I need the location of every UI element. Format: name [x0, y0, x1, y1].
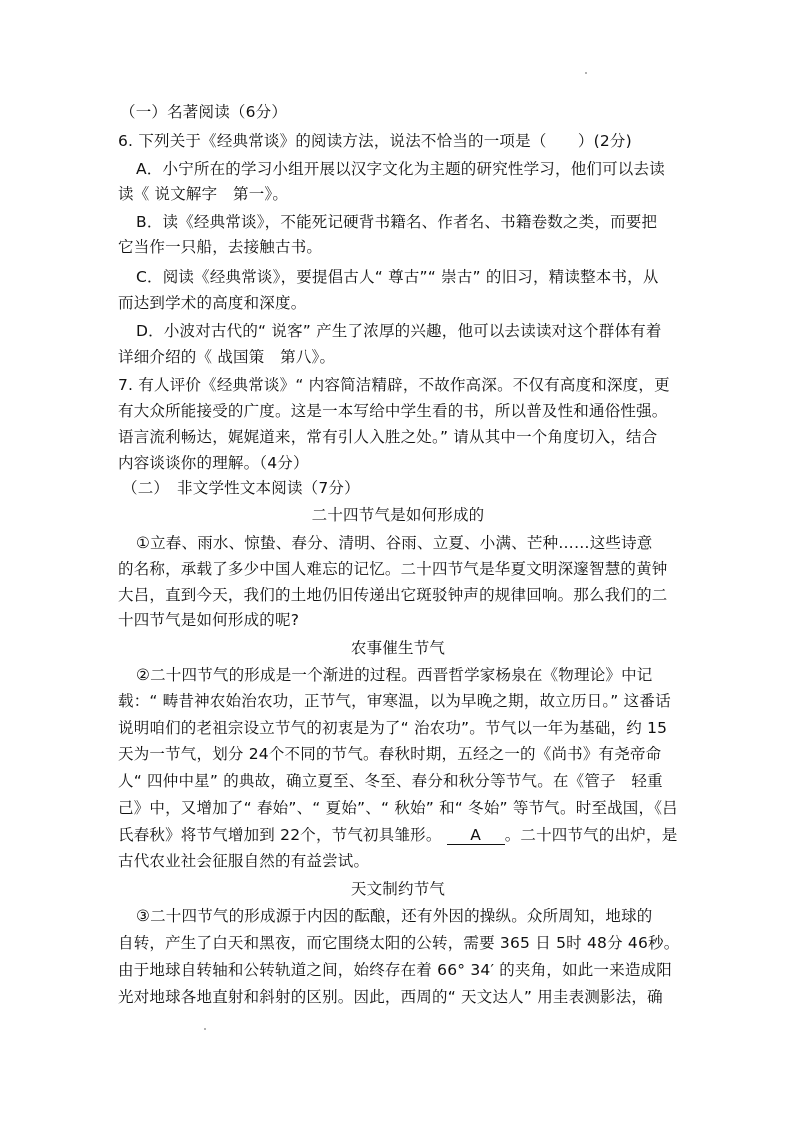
blank-a	[447, 827, 505, 845]
paragraph-3-cont: 自转，产生了白天和黑夜，而它围绕太阳的公转，需要 365 日 5时 48分 46秒。	[118, 934, 680, 952]
option-a: A．小宁所在的学习小组开展以汉字文化为主题的研究性学习，他们可以去读	[136, 160, 665, 178]
option-d-cont: 详细介绍的《 战国策 第八》。	[118, 348, 336, 366]
paragraph-2-cont: 古代农业社会征服自然的有益尝试。	[118, 852, 370, 870]
paragraph-1-cont: 十四节气是如何形成的呢?	[118, 611, 300, 629]
paragraph-2-cont: 天为一节气，划分 24个不同的节气。春秋时期，五经之一的《尚书》有尧帝命	[118, 745, 662, 763]
paragraph-3: ③二十四节气的形成源于内因的酝酿，还有外因的操纵。众所周知，地球的	[136, 907, 653, 925]
subheading-astronomy: 天文制约节气	[350, 880, 446, 898]
question-6: 6. 下列关于《经典常谈》的阅读方法，说法不恰当的一项是（ ）(2分)	[118, 132, 632, 150]
option-c-cont: 而达到学术的高度和深度。	[118, 294, 307, 312]
question-7-cont: 有大众所能接受的广度。这是一本写给中学生看的书，所以普及性和通俗性强。	[118, 402, 668, 420]
blank-a-label: A	[470, 826, 482, 844]
question-7-cont: 语言流利畅达，娓娓道来，常有引人入胜之处。” 请从其中一个角度切入，结合	[118, 428, 658, 446]
paragraph-2-text: 氏春秋》将节气增加到 22个，节气初具雏形。	[118, 826, 442, 844]
option-d: D．小波对古代的“ 说客” 产生了浓厚的兴趣，他可以去读读对这个群体有着	[136, 322, 662, 340]
paragraph-2-cont: 己》中，又增加了“ 春始”、“ 夏始”、“ 秋始” 和“ 冬始” 等节气。时至战国，《吕	[118, 799, 678, 817]
section-heading-1: （一）名著阅读（6分）	[120, 103, 288, 121]
paragraph-1-cont: 的名称，承载了多少中国人难忘的记忆。二十四节气是华夏文明深邃智慧的黄钟	[118, 560, 668, 578]
question-7: 7. 有人评价《经典常谈》“ 内容简洁精辟，不故作高深。不仅有高度和深度，更	[118, 376, 670, 394]
paragraph-1-cont: 大吕，直到今天，我们的土地仍旧传递出它斑驳钟声的规律回响。那么我们的二	[118, 586, 668, 604]
paragraph-1: ①立春、雨水、惊蛰、春分、清明、谷雨、立夏、小满、芒种……这些诗意	[136, 534, 653, 552]
paragraph-2-cont: 人“ 四仲中星” 的典故，确立夏至、冬至、春分和秋分等节气。在《管子 轻重	[118, 772, 663, 790]
option-c: C．阅读《经典常谈》，要提倡古人“ 尊古”“ 崇古” 的旧习，精读整本书，从	[136, 268, 659, 286]
subheading-agriculture: 农事催生节气	[350, 639, 446, 657]
section-heading-2: （二） 非文学性文本阅读（7分）	[122, 479, 360, 497]
paragraph-2-cont: 载：“ 畴昔神农始治农功，正节气，审寒温，以为早晚之期，故立历日。” 这番话	[118, 692, 671, 710]
paragraph-2-cont	[118, 824, 678, 846]
scan-speck	[585, 72, 587, 74]
scan-speck	[204, 1028, 206, 1030]
paragraph-2: ②二十四节气的形成是一个渐进的过程。西晋哲学家杨泉在《物理论》中记	[136, 666, 653, 684]
option-b: B．读《经典常谈》，不能死记硬背书籍名、作者名、书籍卷数之类，而要把	[136, 213, 658, 231]
question-7-cont: 内容谈谈你的理解。（4分）	[118, 454, 309, 472]
paragraph-3-cont: 由于地球自转轴和公转轨道之间，始终存在着 66° 34′ 的夹角，如此一来造成阳	[118, 961, 672, 979]
paragraph-2-after-blank: 。二十四节气的出炉，是	[504, 826, 678, 844]
paragraph-3-cont: 光对地球各地直射和斜射的区别。因此，西周的“ 天文达人” 用圭表测影法，确	[118, 988, 663, 1006]
option-a-cont: 读《 说文解字 第一》。	[118, 185, 289, 203]
article-title: 二十四节气是如何形成的	[311, 506, 485, 524]
paragraph-2-cont: 说明咱们的老祖宗设立节气的初衷是为了“ 治农功”。节气以一年为基础，约 15	[118, 719, 668, 737]
option-b-cont: 它当作一只船，去接触古书。	[118, 238, 323, 256]
